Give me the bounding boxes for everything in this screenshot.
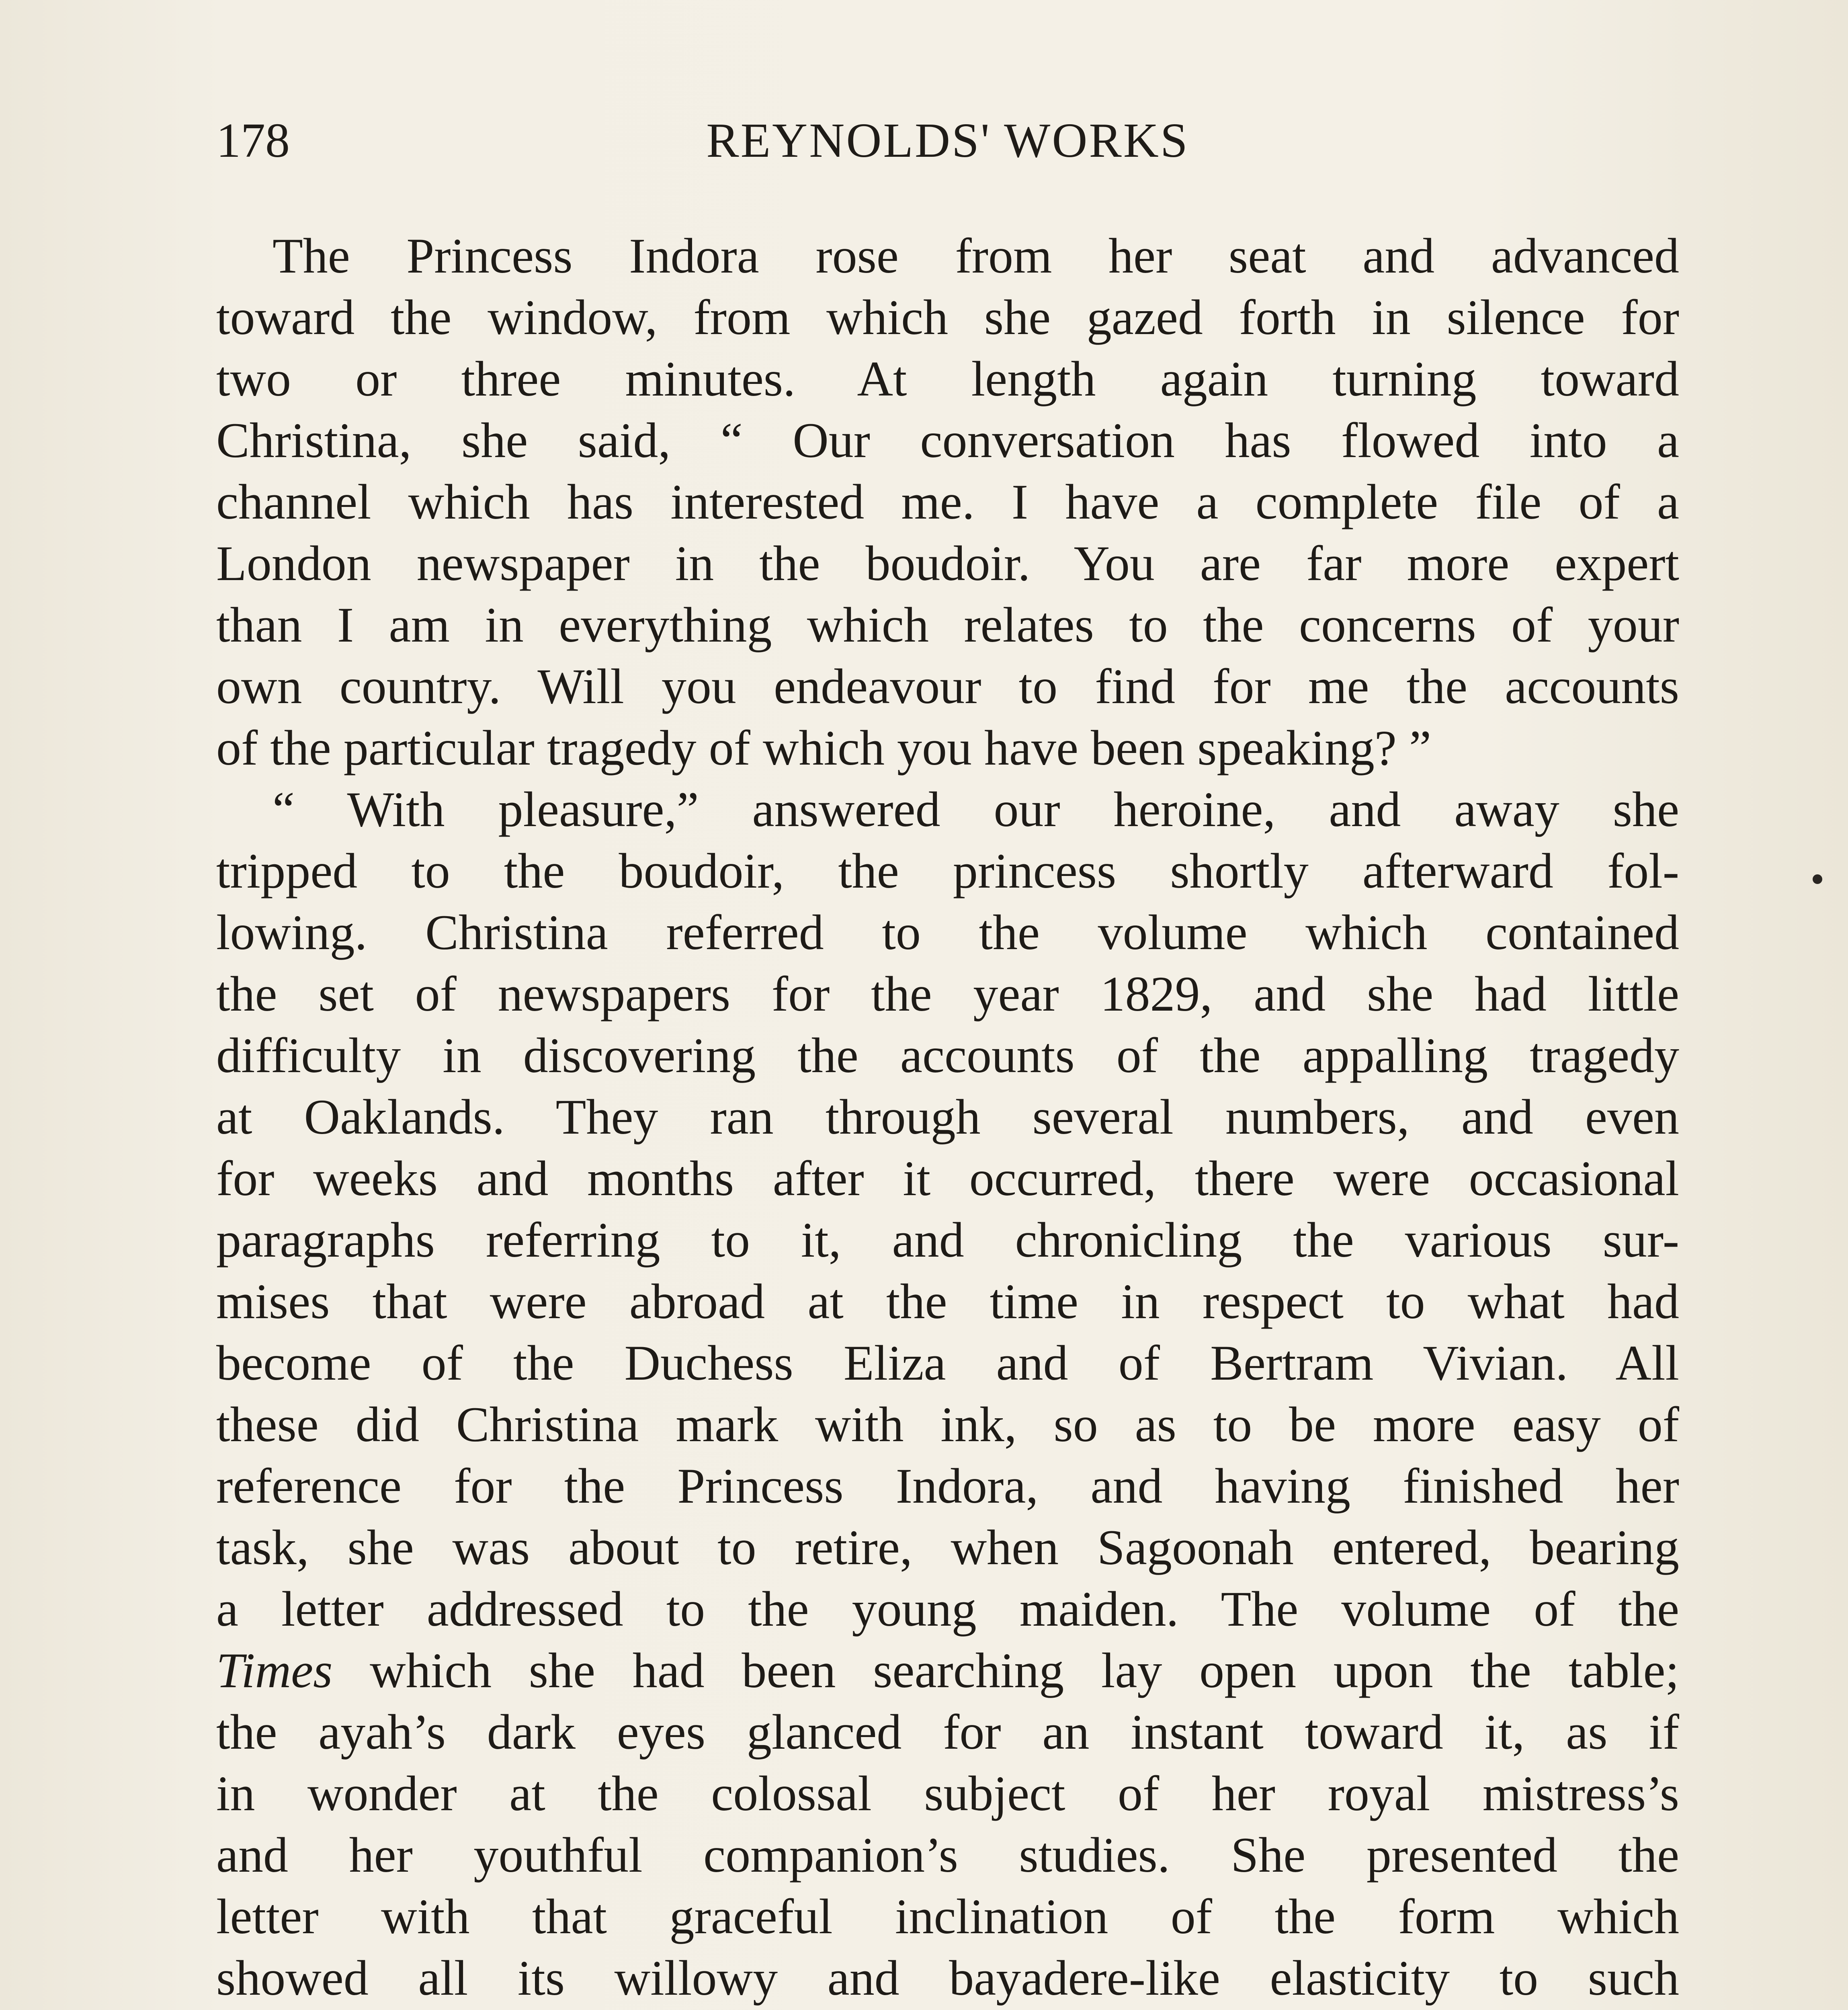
text-line: toward the window, from which she gazed forth in silence for — [216, 290, 1679, 345]
text-line: a letter addressed to the young maiden. The volume of the — [216, 1581, 1679, 1637]
text-line: and her youthful companion’s studies. She presented the — [216, 1827, 1679, 1883]
text-line: channel which has interested me. I have a complete file of a — [216, 474, 1679, 529]
text-line: Christina, she said, “ Our conversation has flowed into a — [216, 413, 1679, 468]
text-line: task, she was about to retire, when Sagoonah entered, bearing — [216, 1520, 1679, 1575]
text-line: paragraphs referring to it, and chronicling the various sur- — [216, 1212, 1679, 1268]
text-line: at Oaklands. They ran through several numbers, and even — [216, 1089, 1679, 1144]
text-line: in wonder at the colossal subject of her royal mistress’s — [216, 1766, 1679, 1821]
text-line: become of the Duchess Eliza and of Bertram Vivian. All — [216, 1335, 1679, 1391]
text-line: own country. Will you endeavour to find for me the accounts — [216, 659, 1679, 714]
text-line: of the particular tragedy of which you have been speaking? ” — [216, 720, 1431, 775]
text-line: “ With pleasure,” answered our heroine, and away she — [272, 782, 1679, 837]
running-head: REYNOLDS' WORKS — [706, 113, 1189, 168]
italic-times: Times — [216, 1643, 333, 1698]
text-line: The Princess Indora rose from her seat and advanced — [272, 228, 1679, 283]
text-line: reference for the Princess Indora, and having finished her — [216, 1458, 1679, 1514]
margin-speck — [1813, 874, 1822, 884]
text-line: two or three minutes. At length again turning toward — [216, 351, 1679, 406]
text-line: lowing. Christina referred to the volume which contained — [216, 905, 1679, 960]
text-line: the ayah’s dark eyes glanced for an instant toward it, as if — [216, 1704, 1679, 1760]
text-line: difficulty in discovering the accounts of the appalling tragedy — [216, 1028, 1679, 1083]
page-number: 178 — [216, 113, 290, 168]
text-line: London newspaper in the boudoir. You are far more expert — [216, 536, 1679, 591]
text-line: the set of newspapers for the year 1829, and she had little — [216, 966, 1679, 1021]
text-line: showed all its willowy and bayadere-like elasticity to such — [216, 1951, 1679, 2006]
text-line: these did Christina mark with ink, so as to be more easy of — [216, 1397, 1679, 1452]
body-text — [216, 225, 1679, 2010]
text-line-rest: which she had been searching lay open upon the table; — [370, 1643, 1679, 1698]
text-line: letter with that graceful inclination of the form which — [216, 1889, 1679, 1944]
text-line: tripped to the boudoir, the princess shortly afterward fol- — [216, 843, 1679, 898]
text-line — [216, 1640, 1679, 1701]
text-line: mises that were abroad at the time in respect to what had — [216, 1274, 1679, 1329]
text-line: than I am in everything which relates to the concerns of your — [216, 597, 1679, 652]
text-line: for weeks and months after it occurred, there were occasional — [216, 1151, 1679, 1206]
page-header — [216, 113, 1679, 177]
